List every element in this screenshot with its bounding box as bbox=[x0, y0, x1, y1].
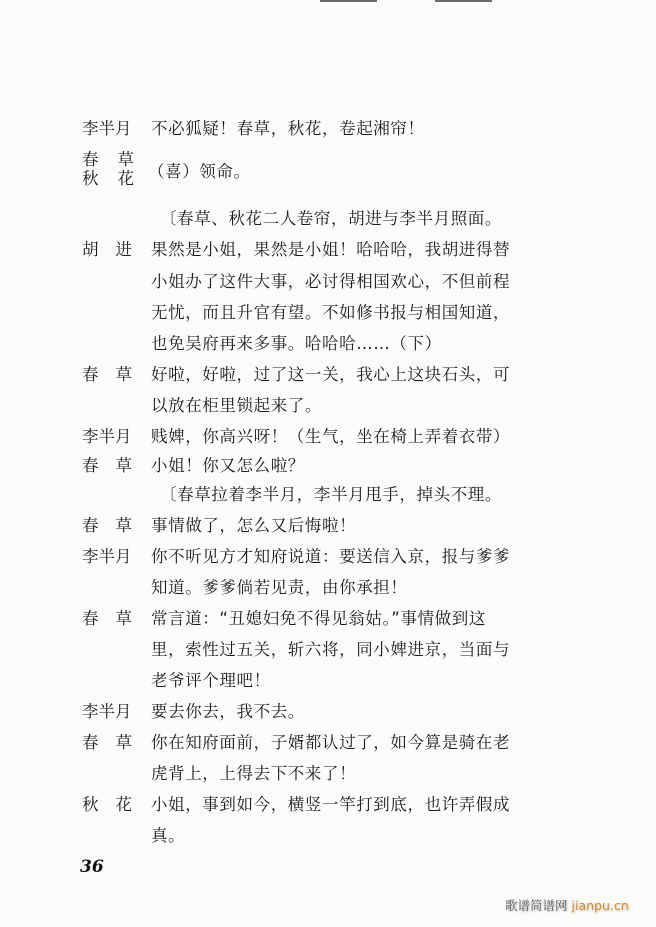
speaker-name-first bbox=[82, 150, 134, 169]
speech-text: 小姐办了这件大事，必讨得相国欢心，不但前程 bbox=[151, 272, 511, 291]
speaker-name bbox=[82, 454, 132, 478]
speech-text: 虎背上，上得去下不来了！ bbox=[151, 764, 357, 783]
speaker-name: 李半月 bbox=[82, 547, 132, 566]
speech-text: 老爷评个理吧！ bbox=[151, 671, 271, 690]
speaker-name bbox=[82, 238, 132, 262]
speaker-name-char: 春 bbox=[82, 456, 99, 475]
speaker-name bbox=[82, 363, 132, 387]
speaker-name-char: 春 bbox=[82, 733, 99, 752]
speaker-name: 李半月 bbox=[82, 702, 132, 721]
speaker-name bbox=[82, 793, 132, 817]
speech-text: 以放在柜里锁起来了。 bbox=[151, 396, 322, 415]
speech-text: 事情做了，怎么又后悔啦！ bbox=[151, 516, 357, 535]
speaker-name-second bbox=[82, 169, 134, 188]
speech-text: 你不听见方才知府说道：要送信入京，报与爹爹 bbox=[151, 547, 511, 566]
speaker-name-char: 花 bbox=[115, 795, 132, 814]
stage-direction-text: 〔春草、秋花二人卷帘，胡进与李半月照面。 bbox=[160, 209, 502, 228]
watermark-site-name: 歌谱简谱网 bbox=[505, 898, 568, 913]
speech-text: 小姐！你又怎么啦？ bbox=[151, 456, 305, 475]
speech-text: 知道。爹爹倘若见责，由你承担！ bbox=[151, 578, 408, 597]
speaker-name-second-char2: 花 bbox=[117, 169, 134, 188]
speaker-name-char: 进 bbox=[115, 240, 132, 259]
speech-text: 也免吴府再来多事。哈哈哈……（下） bbox=[151, 334, 442, 353]
speech-text: 果然是小姐，果然是小姐！哈哈哈，我胡进得替 bbox=[151, 240, 511, 259]
speech-text: 你在知府面前，子婿都认过了，如今算是骑在老 bbox=[151, 733, 511, 752]
speaker-name-char: 草 bbox=[115, 609, 132, 628]
speaker-name-char: 草 bbox=[115, 733, 132, 752]
page-number: 36 bbox=[80, 857, 104, 877]
speech-text: 贱婢，你高兴呀！（生气，坐在椅上弄着衣带） bbox=[151, 427, 511, 446]
speech-text: （喜）领命。 bbox=[148, 162, 251, 181]
speaker-name-second-char1: 秋 bbox=[82, 169, 99, 188]
speaker-name-char: 春 bbox=[82, 516, 99, 535]
speaker-name bbox=[82, 731, 132, 755]
speech-text: 真。 bbox=[151, 826, 186, 845]
speaker-name-first-char1: 春 bbox=[82, 150, 99, 169]
speaker-name bbox=[82, 514, 132, 538]
speaker-name-char: 春 bbox=[82, 609, 99, 628]
speaker-name-char: 春 bbox=[82, 365, 99, 384]
watermark-site-domain: jianpu.cn bbox=[571, 898, 629, 913]
speaker-name-char: 草 bbox=[115, 365, 132, 384]
speech-text: 无忧，而且升官有望。不如修书报与相国知道， bbox=[151, 303, 511, 322]
speaker-name bbox=[82, 607, 132, 631]
speaker-name: 李半月 bbox=[82, 119, 132, 138]
speaker-name-char: 秋 bbox=[82, 795, 99, 814]
speech-text: 好啦，好啦，过了这一关，我心上这块石头，可 bbox=[151, 365, 511, 384]
stage-direction-text: 〔春草拉着李半月，李半月甩手，掉头不理。 bbox=[160, 485, 502, 504]
speech-text: 常言道：“丑媳妇免不得见翁姑。”事情做到这 bbox=[151, 609, 486, 628]
speaker-name: 李半月 bbox=[82, 427, 132, 446]
speaker-name-char: 草 bbox=[115, 516, 132, 535]
speaker-name-char: 草 bbox=[115, 456, 132, 475]
dual-speaker-block bbox=[82, 150, 134, 188]
speech-text: 不必狐疑！春草，秋花，卷起湘帘！ bbox=[151, 119, 425, 138]
speaker-name-first-char2: 草 bbox=[117, 150, 134, 169]
speech-text: 要去你去，我不去。 bbox=[151, 702, 305, 721]
speaker-name-char: 胡 bbox=[82, 240, 99, 259]
watermark bbox=[505, 896, 629, 914]
speech-text: 里，索性过五关，斩六将，同小婢进京，当面与 bbox=[151, 640, 511, 659]
speech-text: 小姐，事到如今，横竖一竿打到底，也许弄假成 bbox=[151, 795, 511, 814]
